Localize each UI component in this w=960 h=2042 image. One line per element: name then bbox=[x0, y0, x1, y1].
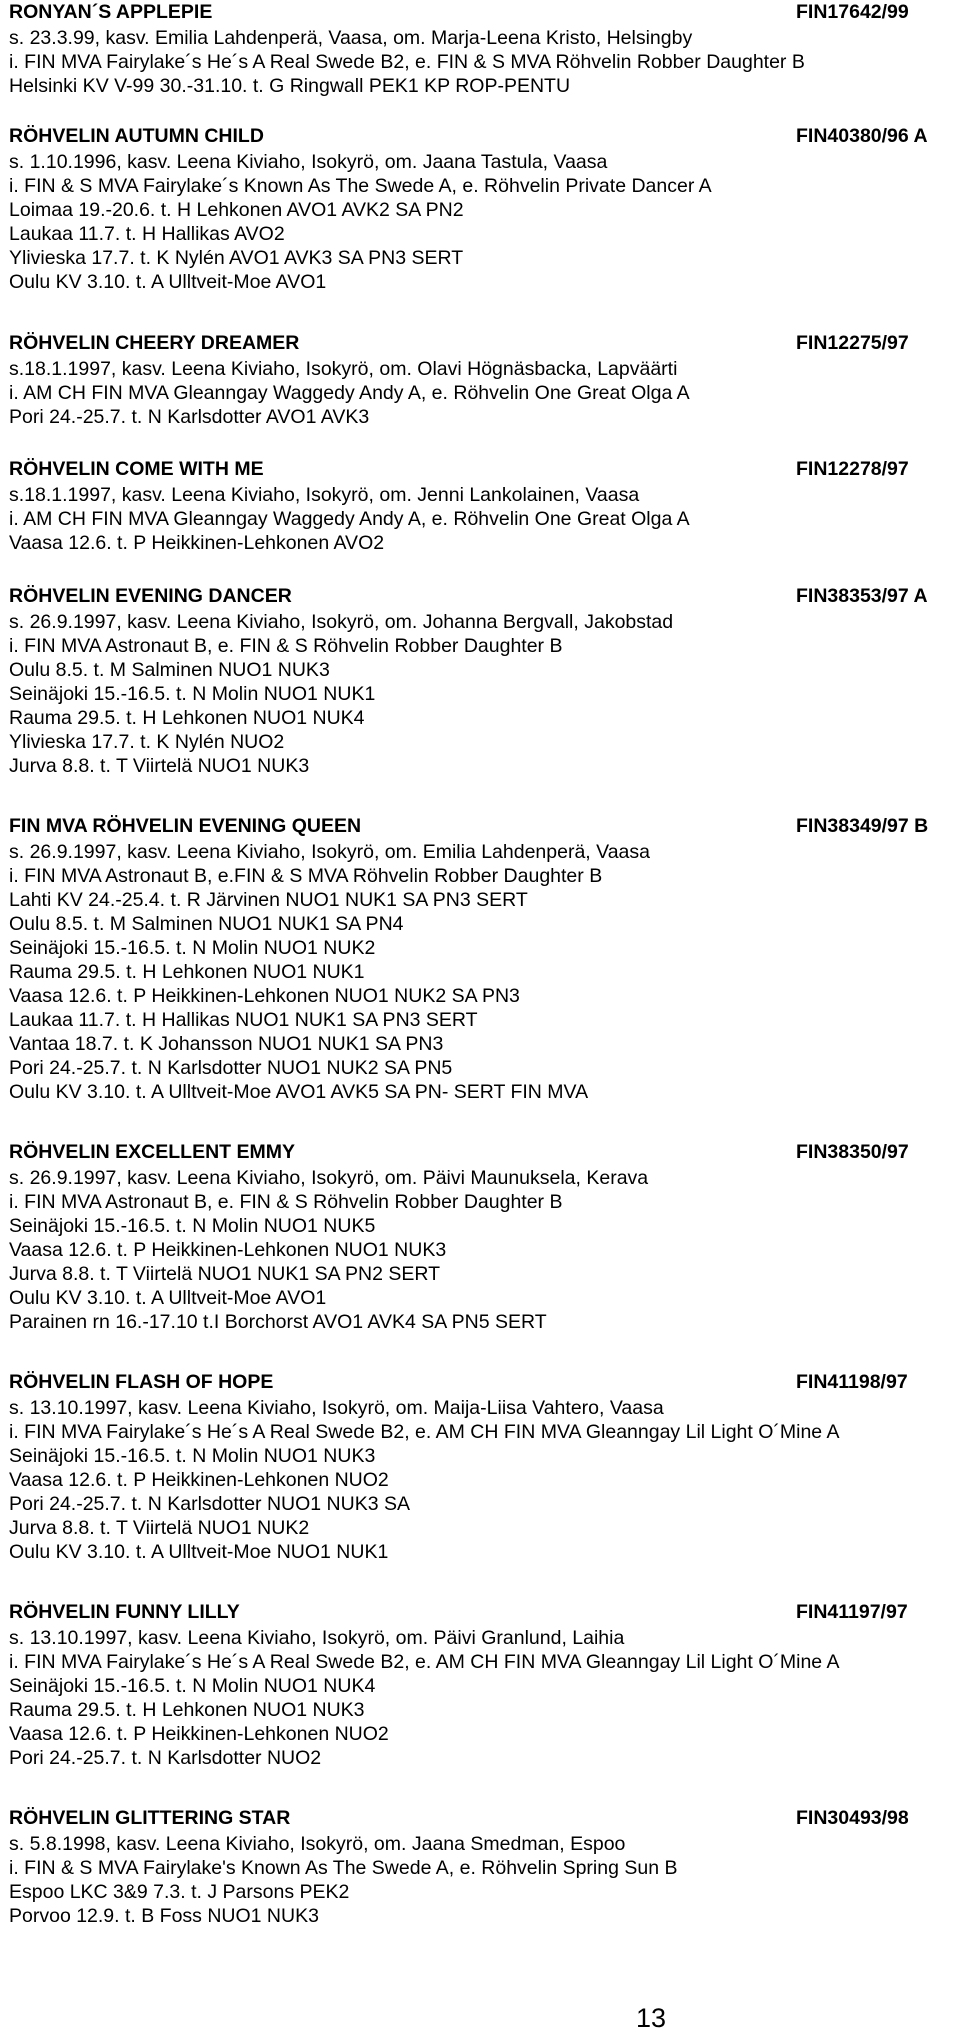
entry-line: Oulu KV 3.10. t. A Ulltveit-Moe AVO1 bbox=[9, 271, 327, 293]
entry-line: Seinäjoki 15.-16.5. t. N Molin NUO1 NUK3 bbox=[9, 1445, 376, 1467]
entry-title-row bbox=[9, 1599, 960, 1626]
entry-title-row bbox=[9, 1805, 960, 1832]
entry-line: Porvoo 12.9. t. B Foss NUO1 NUK3 bbox=[9, 1905, 319, 1927]
entry-line: Vaasa 12.6. t. P Heikkinen-Lehkonen NUO2 bbox=[9, 1723, 389, 1745]
entry-line: s. 26.9.1997, kasv. Leena Kiviaho, Isokyrö, om. Päivi Maunuksela, Kerava bbox=[9, 1167, 649, 1189]
dog-entry bbox=[9, 330, 960, 429]
entry-line: Pori 24.-25.7. t. N Karlsdotter AVO1 AVK3 bbox=[9, 406, 370, 428]
dog-entry bbox=[9, 1139, 960, 1334]
registration-number: FIN17642/99 bbox=[796, 1, 909, 23]
entry-line: Seinäjoki 15.-16.5. t. N Molin NUO1 NUK5 bbox=[9, 1215, 376, 1237]
dog-name: RÖHVELIN FUNNY LILLY bbox=[9, 1601, 240, 1623]
registration-number: FIN40380/96 A bbox=[796, 125, 928, 147]
registration-number: FIN41197/97 bbox=[796, 1601, 908, 1623]
entry-line: Ylivieska 17.7. t. K Nylén NUO2 bbox=[9, 731, 285, 753]
entry-line: Rauma 29.5. t. H Lehkonen NUO1 NUK3 bbox=[9, 1699, 365, 1721]
entry-line: i. FIN & S MVA Fairylake's Known As The Swede A, e. Röhvelin Spring Sun B bbox=[9, 1857, 678, 1879]
entry-line: i. AM CH FIN MVA Gleanngay Waggedy Andy A, e. Röhvelin One Great Olga A bbox=[9, 382, 690, 404]
entry-line: Laukaa 11.7. t. H Hallikas AVO2 bbox=[9, 223, 285, 245]
entry-line: Laukaa 11.7. t. H Hallikas NUO1 NUK1 SA PN3 SERT bbox=[9, 1009, 478, 1031]
entry-line: s. 26.9.1997, kasv. Leena Kiviaho, Isokyrö, om. Johanna Bergvall, Jakobstad bbox=[9, 611, 674, 633]
entry-line: Pori 24.-25.7. t. N Karlsdotter NUO1 NUK3 SA bbox=[9, 1493, 410, 1515]
entry-title-row bbox=[9, 1139, 960, 1166]
entry-line: Loimaa 19.-20.6. t. H Lehkonen AVO1 AVK2 SA PN2 bbox=[9, 199, 464, 221]
entry-line: Seinäjoki 15.-16.5. t. N Molin NUO1 NUK2 bbox=[9, 937, 376, 959]
entry-line: Seinäjoki 15.-16.5. t. N Molin NUO1 NUK4 bbox=[9, 1675, 376, 1697]
dog-entry bbox=[9, 456, 960, 555]
entry-line: Lahti KV 24.-25.4. t. R Järvinen NUO1 NUK1 SA PN3 SERT bbox=[9, 889, 528, 911]
dog-name: RÖHVELIN EVENING DANCER bbox=[9, 585, 292, 607]
entry-line: Oulu KV 3.10. t. A Ulltveit-Moe NUO1 NUK1 bbox=[9, 1541, 389, 1563]
entry-line: Pori 24.-25.7. t. N Karlsdotter NUO2 bbox=[9, 1747, 322, 1769]
dog-name: FIN MVA RÖHVELIN EVENING QUEEN bbox=[9, 815, 362, 837]
entry-line: i. FIN MVA Fairylake´s He´s A Real Swede B2, e. AM CH FIN MVA Gleanngay Lil Light O´Mine A bbox=[9, 1421, 840, 1443]
entry-line: i. FIN MVA Astronaut B, e.FIN & S MVA Röhvelin Robber Daughter B bbox=[9, 865, 603, 887]
entry-line: Jurva 8.8. t. T Viirtelä NUO1 NUK3 bbox=[9, 755, 310, 777]
entry-line: s. 5.8.1998, kasv. Leena Kiviaho, Isokyrö, om. Jaana Smedman, Espoo bbox=[9, 1833, 626, 1855]
entry-line: i. FIN MVA Astronaut B, e. FIN & S Röhvelin Robber Daughter B bbox=[9, 635, 563, 657]
entry-line: s. 1.10.1996, kasv. Leena Kiviaho, Isokyrö, om. Jaana Tastula, Vaasa bbox=[9, 151, 608, 173]
registration-number: FIN41198/97 bbox=[796, 1371, 908, 1393]
entry-line: s. 13.10.1997, kasv. Leena Kiviaho, Isokyrö, om. Maija-Liisa Vahtero, Vaasa bbox=[9, 1397, 664, 1419]
entry-line: Vaasa 12.6. t. P Heikkinen-Lehkonen NUO1 NUK3 bbox=[9, 1239, 447, 1261]
entry-line: s.18.1.1997, kasv. Leena Kiviaho, Isokyrö, om. Jenni Lankolainen, Vaasa bbox=[9, 484, 640, 506]
entry-line: Oulu 8.5. t. M Salminen NUO1 NUK3 bbox=[9, 659, 330, 681]
entry-title-row bbox=[9, 456, 960, 483]
entry-title-row bbox=[9, 813, 960, 840]
page-number: 13 bbox=[636, 2003, 667, 2033]
entry-line: Parainen rn 16.-17.10 t.I Borchorst AVO1 AVK4 SA PN5 SERT bbox=[9, 1311, 547, 1333]
registration-number: FIN38349/97 B bbox=[796, 815, 929, 837]
entry-title-row bbox=[9, 583, 960, 610]
entry-line: Pori 24.-25.7. t. N Karlsdotter NUO1 NUK2 SA PN5 bbox=[9, 1057, 453, 1079]
registration-number: FIN12278/97 bbox=[796, 458, 909, 480]
dog-name: RÖHVELIN EXCELLENT EMMY bbox=[9, 1141, 296, 1163]
entry-line: i. FIN MVA Fairylake´s He´s A Real Swede B2, e. FIN & S MVA Röhvelin Robber Daughter B bbox=[9, 51, 805, 73]
dog-entry bbox=[9, 1599, 960, 1770]
entry-title-row bbox=[9, 330, 960, 357]
entry-line: i. AM CH FIN MVA Gleanngay Waggedy Andy A, e. Röhvelin One Great Olga A bbox=[9, 508, 690, 530]
dog-name: RÖHVELIN CHEERY DREAMER bbox=[9, 332, 300, 354]
entry-line: s. 23.3.99, kasv. Emilia Lahdenperä, Vaasa, om. Marja-Leena Kristo, Helsingby bbox=[9, 27, 693, 49]
entry-line: s. 26.9.1997, kasv. Leena Kiviaho, Isokyrö, om. Emilia Lahdenperä, Vaasa bbox=[9, 841, 650, 863]
dog-name: RONYAN´S APPLEPIE bbox=[9, 1, 213, 23]
entry-line: Seinäjoki 15.-16.5. t. N Molin NUO1 NUK1 bbox=[9, 683, 376, 705]
entry-line: Rauma 29.5. t. H Lehkonen NUO1 NUK1 bbox=[9, 961, 365, 983]
dog-name: RÖHVELIN AUTUMN CHILD bbox=[9, 125, 264, 147]
entry-title-row bbox=[9, 0, 960, 26]
dog-name: RÖHVELIN GLITTERING STAR bbox=[9, 1807, 291, 1829]
entry-line: i. FIN MVA Fairylake´s He´s A Real Swede B2, e. AM CH FIN MVA Gleanngay Lil Light O´Mine A bbox=[9, 1651, 840, 1673]
entry-line: Espoo LKC 3&9 7.3. t. J Parsons PEK2 bbox=[9, 1881, 350, 1903]
entry-line: Rauma 29.5. t. H Lehkonen NUO1 NUK4 bbox=[9, 707, 365, 729]
entry-line: Oulu KV 3.10. t. A Ulltveit-Moe AVO1 bbox=[9, 1287, 327, 1309]
entry-line: i. FIN & S MVA Fairylake´s Known As The Swede A, e. Röhvelin Private Dancer A bbox=[9, 175, 712, 197]
dog-entry bbox=[9, 813, 960, 1104]
dog-entry bbox=[9, 123, 960, 294]
dog-entry bbox=[9, 1805, 960, 1928]
entry-line: s.18.1.1997, kasv. Leena Kiviaho, Isokyrö, om. Olavi Högnäsbacka, Lapväärti bbox=[9, 358, 678, 380]
dog-entry bbox=[9, 0, 960, 98]
dog-entry bbox=[9, 583, 960, 778]
entry-title-row bbox=[9, 123, 960, 150]
registration-number: FIN38350/97 bbox=[796, 1141, 909, 1163]
dog-name: RÖHVELIN COME WITH ME bbox=[9, 458, 264, 480]
registration-number: FIN38353/97 A bbox=[796, 585, 928, 607]
dog-entry bbox=[9, 1369, 960, 1564]
registration-number: FIN12275/97 bbox=[796, 332, 909, 354]
entry-line: Jurva 8.8. t. T Viirtelä NUO1 NUK2 bbox=[9, 1517, 310, 1539]
entry-line: Jurva 8.8. t. T Viirtelä NUO1 NUK1 SA PN2 SERT bbox=[9, 1263, 440, 1285]
entry-title-row bbox=[9, 1369, 960, 1396]
entry-line: Oulu KV 3.10. t. A Ulltveit-Moe AVO1 AVK5 SA PN- SERT FIN MVA bbox=[9, 1081, 589, 1103]
registration-number: FIN30493/98 bbox=[796, 1807, 909, 1829]
entry-line: Helsinki KV V-99 30.-31.10. t. G Ringwall PEK1 KP ROP-PENTU bbox=[9, 75, 571, 97]
entry-line: Vaasa 12.6. t. P Heikkinen-Lehkonen AVO2 bbox=[9, 532, 385, 554]
entry-line: Vaasa 12.6. t. P Heikkinen-Lehkonen NUO1 NUK2 SA PN3 bbox=[9, 985, 520, 1007]
entry-line: Vantaa 18.7. t. K Johansson NUO1 NUK1 SA PN3 bbox=[9, 1033, 444, 1055]
entry-line: Ylivieska 17.7. t. K Nylén AVO1 AVK3 SA PN3 SERT bbox=[9, 247, 464, 269]
entry-line: i. FIN MVA Astronaut B, e. FIN & S Röhvelin Robber Daughter B bbox=[9, 1191, 563, 1213]
entry-line: s. 13.10.1997, kasv. Leena Kiviaho, Isokyrö, om. Päivi Granlund, Laihia bbox=[9, 1627, 625, 1649]
entry-line: Vaasa 12.6. t. P Heikkinen-Lehkonen NUO2 bbox=[9, 1469, 389, 1491]
dog-name: RÖHVELIN FLASH OF HOPE bbox=[9, 1371, 274, 1393]
entry-line: Oulu 8.5. t. M Salminen NUO1 NUK1 SA PN4 bbox=[9, 913, 404, 935]
